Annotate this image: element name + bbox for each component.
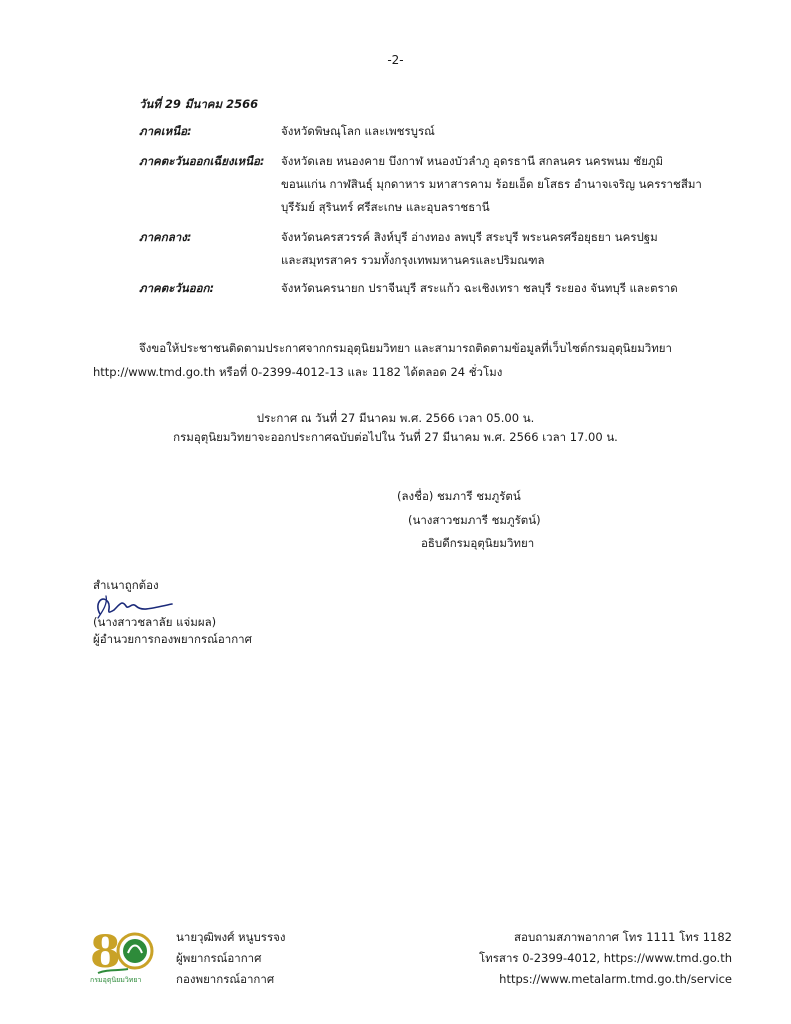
region-name-east: ภาคตะวันออก: bbox=[139, 281, 215, 295]
region-line: จังหวัดพิษณุโลก และเพชรบูรณ์ bbox=[281, 124, 435, 138]
region-line: จังหวัดเลย หนองคาย บึงกาฬ หนองบัวลำภู อุดรธานี สกลนคร นครพนม ชัยภูมิ bbox=[281, 154, 664, 168]
certified-name: (นางสาวชลาลัย แจ่มผล) bbox=[93, 615, 217, 629]
tmd-80-years-logo bbox=[88, 925, 158, 985]
region-text-northeast bbox=[281, 155, 702, 224]
footer-left-line: กองพยากรณ์อากาศ bbox=[176, 972, 275, 986]
advice-line-2: http://www.tmd.go.th หรือที่ 0-2399-4012-13 และ 1182 ได้ตลอด 24 ชั่วโมง bbox=[93, 365, 503, 379]
footer-contact-fax: โทรสาร 0-2399-4012, https://www.tmd.go.th bbox=[479, 951, 732, 965]
certified-position: ผู้อำนวยการกองพยากรณ์อากาศ bbox=[93, 632, 252, 646]
region-name-central: ภาคกลาง: bbox=[139, 230, 192, 244]
signature-position: อธิบดีกรมอุตุนิยมวิทยา bbox=[421, 536, 535, 550]
region-line: และสมุทรสาคร รวมทั้งกรุงเทพมหานครและปริมณฑล bbox=[281, 253, 545, 267]
region-text-central bbox=[281, 231, 658, 277]
footer-left-line: ผู้พยากรณ์อากาศ bbox=[176, 951, 262, 965]
next-announcement: กรมอุตุนิยมวิทยาจะออกประกาศฉบับต่อไปใน วันที่ 27 มีนาคม พ.ศ. 2566 เวลา 17.00 น. bbox=[173, 430, 618, 444]
announced-at: ประกาศ ณ วันที่ 27 มีนาคม พ.ศ. 2566 เวลา 05.00 น. bbox=[256, 411, 535, 425]
logo-text: กรมอุตุนิยมวิทยา bbox=[90, 976, 142, 984]
region-text-north bbox=[281, 125, 435, 148]
region-name-northeast: ภาคตะวันออกเฉียงเหนือ: bbox=[139, 154, 265, 168]
region-text-east bbox=[281, 282, 678, 305]
region-name-north: ภาคเหนือ: bbox=[139, 124, 192, 138]
footer-contact-phone: สอบถามสภาพอากาศ โทร 1111 โทร 1182 bbox=[514, 930, 732, 944]
page-number: -2- bbox=[387, 53, 404, 67]
footer-left-line: นายวุฒิพงศ์ หนูบรรจง bbox=[176, 930, 286, 944]
region-line: ขอนแก่น กาฬสินธุ์ มุกดาหาร มหาสารคาม ร้อยเอ็ด ยโสธร อำนาจเจริญ นครราชสีมา bbox=[281, 177, 702, 191]
signature-signed: (ลงชื่อ) ชมภารี ชมภูรัตน์ bbox=[397, 489, 521, 503]
date-heading: วันที่ 29 มีนาคม 2566 bbox=[139, 97, 259, 111]
region-line: จังหวัดนครสวรรค์ สิงห์บุรี อ่างทอง ลพบุรี สระบุรี พระนครศรีอยุธยา นครปฐม bbox=[281, 230, 658, 244]
certified-label: สำเนาถูกต้อง bbox=[93, 578, 159, 592]
svg-text:8: 8 bbox=[90, 927, 121, 978]
region-line: บุรีรัมย์ สุรินทร์ ศรีสะเกษ และอุบลราชธานี bbox=[281, 200, 490, 214]
region-line: จังหวัดนครนายก ปราจีนบุรี สระแก้ว ฉะเชิงเทรา ชลบุรี ระยอง จันทบุรี และตราด bbox=[281, 281, 678, 295]
advice-line-1: จึงขอให้ประชาชนติดตามประกาศจากกรมอุตุนิยมวิทยา และสามารถติดตามข้อมูลที่เว็บไซต์กรมอุตุนิยมวิทยา bbox=[139, 341, 673, 355]
signature-full-name: (นางสาวชมภารี ชมภูรัตน์) bbox=[408, 513, 541, 527]
footer-contact-url: https://www.metalarm.tmd.go.th/service bbox=[499, 972, 732, 986]
